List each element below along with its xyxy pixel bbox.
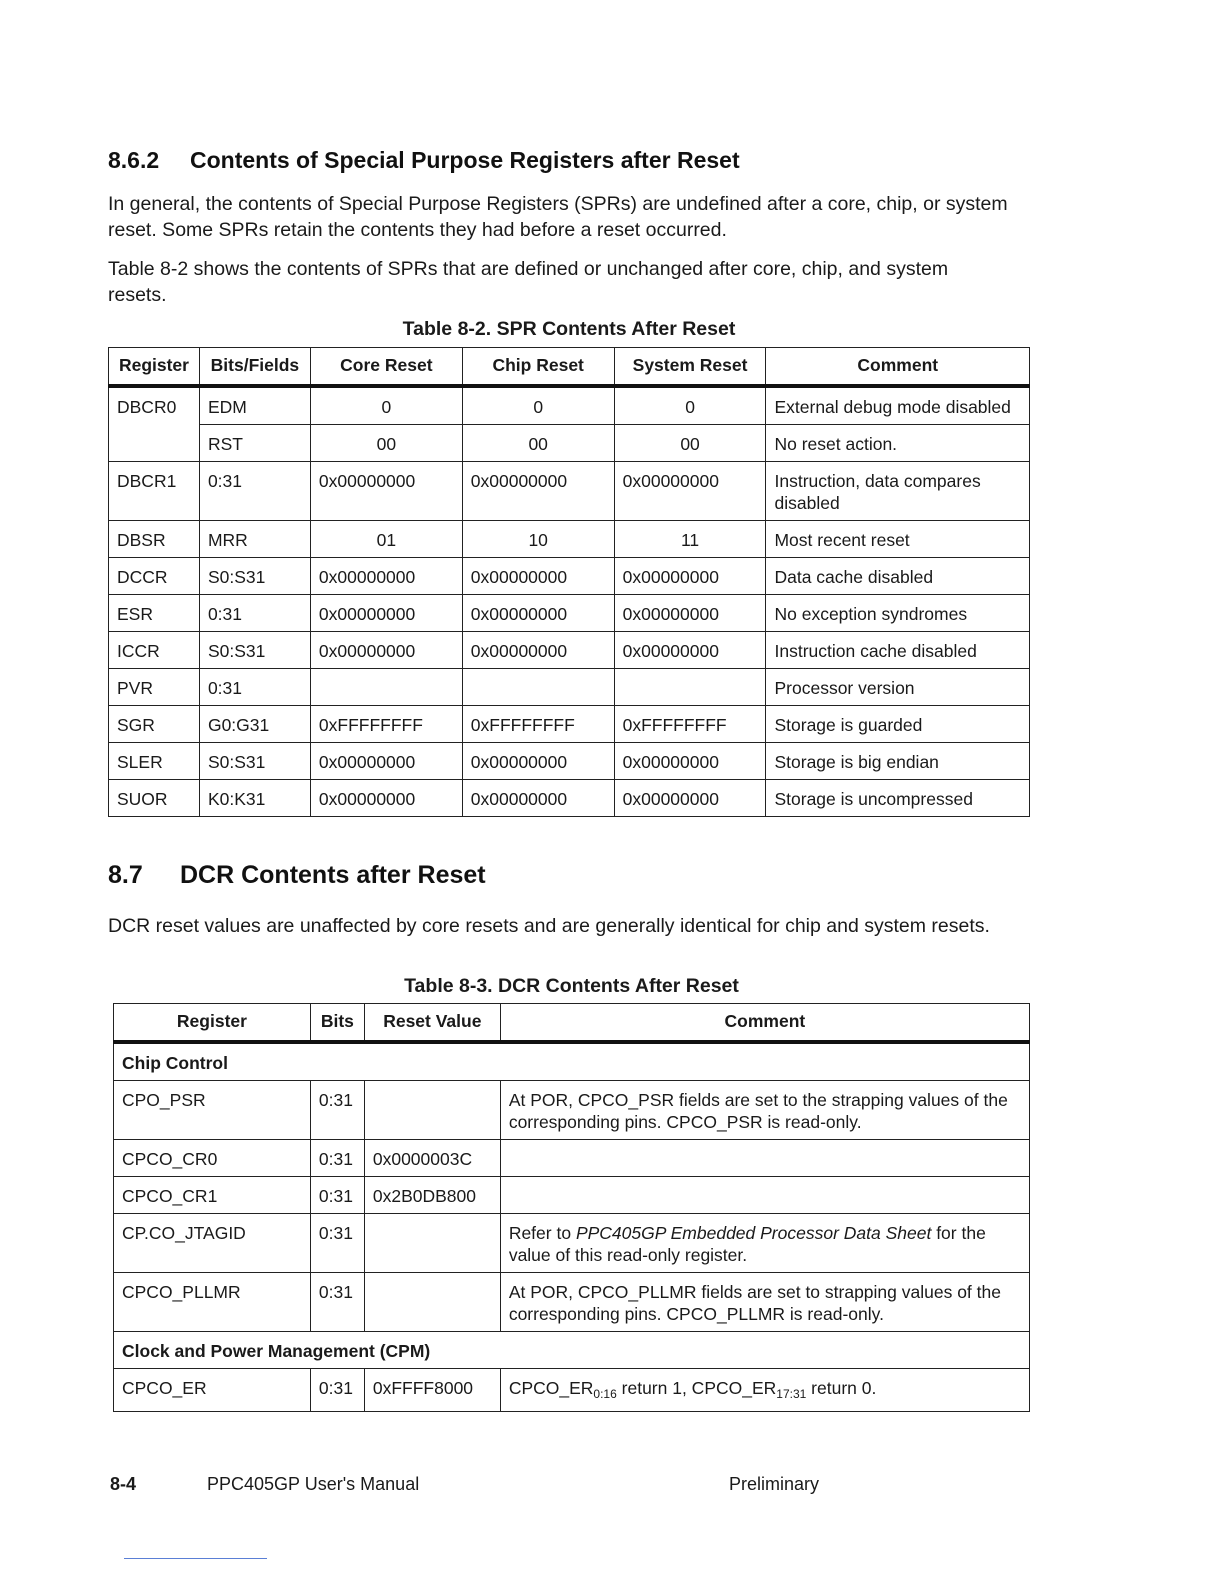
table-row (109, 386, 1030, 425)
table-row (114, 1140, 1030, 1177)
header-cell: Comment (500, 1004, 1029, 1043)
register-cell: DBCR0 (109, 386, 200, 462)
document-status: Preliminary (729, 1474, 820, 1494)
footer-rule (124, 1558, 267, 1559)
table-row (109, 780, 1030, 817)
bits-cell: 0:31 (199, 462, 310, 521)
system-reset-cell: 11 (614, 521, 766, 558)
system-reset-cell: 0x00000000 (614, 743, 766, 780)
comment-text: return 1, CPCO_ER (616, 1378, 777, 1398)
table-row (109, 595, 1030, 632)
header-cell: Register (109, 348, 200, 387)
section-heading-8-6-2 (108, 147, 740, 174)
section-number: 8.7 (108, 861, 143, 889)
table-header-row (114, 1004, 1030, 1043)
comment-cell: Instruction cache disabled (766, 632, 1030, 669)
system-reset-cell: 0 (614, 386, 766, 425)
table-header-row (109, 348, 1030, 387)
core-reset-cell: 01 (310, 521, 462, 558)
comment-cell: Instruction, data compares disabled (766, 462, 1030, 521)
reset-value-cell: 0x2B0DB800 (364, 1177, 500, 1214)
manual-title: PPC405GP User's Manual (207, 1474, 420, 1494)
register-cell: SUOR (109, 780, 200, 817)
table-row (114, 1214, 1030, 1273)
chip-reset-cell: 0x00000000 (462, 632, 614, 669)
bit-range-subscript: 0:16 (593, 1387, 617, 1401)
register-cell: CP.CO_JTAGID (114, 1214, 311, 1273)
bits-cell: 0:31 (310, 1081, 364, 1140)
chip-reset-cell: 10 (462, 521, 614, 558)
core-reset-cell: 0 (310, 386, 462, 425)
table-row (109, 558, 1030, 595)
bits-cell: 0:31 (310, 1369, 364, 1412)
table-row (114, 1369, 1030, 1412)
bits-cell: G0:G31 (199, 706, 310, 743)
system-reset-cell: 0xFFFFFFFF (614, 706, 766, 743)
core-reset-cell (310, 669, 462, 706)
table-8-3-caption: Table 8-3. DCR Contents After Reset (404, 975, 739, 997)
header-cell: Core Reset (310, 348, 462, 387)
register-cell: DBCR1 (109, 462, 200, 521)
comment-cell: No reset action. (766, 425, 1030, 462)
section-title: DCR Contents after Reset (180, 861, 486, 889)
table-row (109, 425, 1030, 462)
core-reset-cell: 0x00000000 (310, 595, 462, 632)
comment-cell: Storage is big endian (766, 743, 1030, 780)
table-row (109, 669, 1030, 706)
register-cell: ESR (109, 595, 200, 632)
bits-cell: 0:31 (310, 1214, 364, 1273)
paragraph-table-ref: Table 8-2 shows the contents of SPRs that are defined or unchanged after core, chip, and system resets. (108, 258, 949, 306)
reset-value-cell: 0xFFFF8000 (364, 1369, 500, 1412)
system-reset-cell: 00 (614, 425, 766, 462)
comment-cell (500, 1214, 1029, 1273)
core-reset-cell: 0x00000000 (310, 558, 462, 595)
bits-cell: 0:31 (310, 1177, 364, 1214)
system-reset-cell: 0x00000000 (614, 780, 766, 817)
comment-cell (500, 1177, 1029, 1214)
group-label: Chip Control (114, 1042, 1030, 1081)
section-number: 8.6.2 (108, 147, 160, 173)
spr-reset-table (108, 347, 1030, 817)
comment-cell: No exception syndromes (766, 595, 1030, 632)
paragraph-dcr-intro: DCR reset values are unaffected by core resets and are generally identical for chip and system resets. (108, 915, 990, 937)
comment-cell (500, 1369, 1029, 1412)
reset-value-cell (364, 1273, 500, 1332)
register-cell: PVR (109, 669, 200, 706)
chip-reset-cell: 0x00000000 (462, 595, 614, 632)
register-cell: ICCR (109, 632, 200, 669)
register-cell: SGR (109, 706, 200, 743)
bits-cell: 0:31 (199, 595, 310, 632)
table-row (114, 1273, 1030, 1332)
group-row-chip-control (114, 1042, 1030, 1081)
core-reset-cell: 0x00000000 (310, 743, 462, 780)
reset-value-cell (364, 1214, 500, 1273)
comment-cell: Data cache disabled (766, 558, 1030, 595)
chip-reset-cell: 00 (462, 425, 614, 462)
bits-cell: K0:K31 (199, 780, 310, 817)
section-heading-8-7 (108, 861, 486, 890)
group-row-cpm (114, 1332, 1030, 1369)
table-row (109, 632, 1030, 669)
header-cell: Bits/Fields (199, 348, 310, 387)
header-cell: System Reset (614, 348, 766, 387)
comment-text: for the value of this read-only register. (508, 1223, 986, 1265)
section-title: Contents of Special Purpose Registers after Reset (190, 147, 740, 173)
chip-reset-cell: 0xFFFFFFFF (462, 706, 614, 743)
bits-cell: 0:31 (199, 669, 310, 706)
comment-text: return 0. (806, 1378, 877, 1398)
system-reset-cell: 0x00000000 (614, 595, 766, 632)
header-cell: Chip Reset (462, 348, 614, 387)
table-row (109, 743, 1030, 780)
register-cell: CPCO_CR0 (114, 1140, 311, 1177)
header-cell: Comment (766, 348, 1030, 387)
table-8-2-caption: Table 8-2. SPR Contents After Reset (402, 318, 736, 340)
chip-reset-cell: 0 (462, 386, 614, 425)
page-number: 8-4 (110, 1474, 137, 1494)
reset-value-cell (364, 1081, 500, 1140)
core-reset-cell: 00 (310, 425, 462, 462)
system-reset-cell: 0x00000000 (614, 462, 766, 521)
dcr-reset-table (113, 1003, 1030, 1412)
comment-text: CPCO_ER (508, 1378, 594, 1398)
chip-reset-cell: 0x00000000 (462, 462, 614, 521)
bits-cell: RST (199, 425, 310, 462)
bits-cell: 0:31 (310, 1273, 364, 1332)
comment-text: Refer to (508, 1223, 576, 1243)
bits-cell: S0:S31 (199, 558, 310, 595)
table-row (109, 462, 1030, 521)
table-row (114, 1081, 1030, 1140)
chip-reset-cell: 0x00000000 (462, 558, 614, 595)
header-cell: Bits (310, 1004, 364, 1043)
bits-cell: EDM (199, 386, 310, 425)
register-cell: CPCO_CR1 (114, 1177, 311, 1214)
comment-cell: External debug mode disabled (766, 386, 1030, 425)
system-reset-cell (614, 669, 766, 706)
comment-cell (500, 1140, 1029, 1177)
bits-cell: S0:S31 (199, 632, 310, 669)
comment-cell: Storage is guarded (766, 706, 1030, 743)
header-cell: Reset Value (364, 1004, 500, 1043)
table-row (114, 1177, 1030, 1214)
bits-cell: MRR (199, 521, 310, 558)
core-reset-cell: 0x00000000 (310, 780, 462, 817)
datasheet-reference: PPC405GP Embedded Processor Data Sheet (575, 1223, 932, 1243)
reset-value-cell: 0x0000003C (364, 1140, 500, 1177)
group-label: Clock and Power Management (CPM) (114, 1332, 1030, 1369)
bits-cell: S0:S31 (199, 743, 310, 780)
comment-cell: At POR, CPCO_PLLMR fields are set to strapping values of the corresponding pins. CPCO_PLLMR is read-only. (500, 1273, 1029, 1332)
core-reset-cell: 0xFFFFFFFF (310, 706, 462, 743)
register-cell: CPO_PSR (114, 1081, 311, 1140)
system-reset-cell: 0x00000000 (614, 632, 766, 669)
table-row (109, 521, 1030, 558)
chip-reset-cell: 0x00000000 (462, 743, 614, 780)
register-cell: SLER (109, 743, 200, 780)
bits-cell: 0:31 (310, 1140, 364, 1177)
register-cell: CPCO_PLLMR (114, 1273, 311, 1332)
comment-cell: Processor version (766, 669, 1030, 706)
comment-cell: Storage is uncompressed (766, 780, 1030, 817)
register-cell: CPCO_ER (114, 1369, 311, 1412)
paragraph-spr-intro: In general, the contents of Special Purpose Registers (SPRs) are undefined after a core, chip, or system reset. Some SPRs retain the contents they had before a reset occurred. (108, 193, 1008, 241)
comment-cell: Most recent reset (766, 521, 1030, 558)
register-cell: DCCR (109, 558, 200, 595)
comment-cell: At POR, CPCO_PSR fields are set to the strapping values of the corresponding pins. CPCO_PSR is read-only. (500, 1081, 1029, 1140)
system-reset-cell: 0x00000000 (614, 558, 766, 595)
table-row (109, 706, 1030, 743)
chip-reset-cell: 0x00000000 (462, 780, 614, 817)
header-cell: Register (114, 1004, 311, 1043)
register-cell: DBSR (109, 521, 200, 558)
bit-range-subscript: 17:31 (776, 1387, 807, 1401)
core-reset-cell: 0x00000000 (310, 632, 462, 669)
core-reset-cell: 0x00000000 (310, 462, 462, 521)
chip-reset-cell (462, 669, 614, 706)
